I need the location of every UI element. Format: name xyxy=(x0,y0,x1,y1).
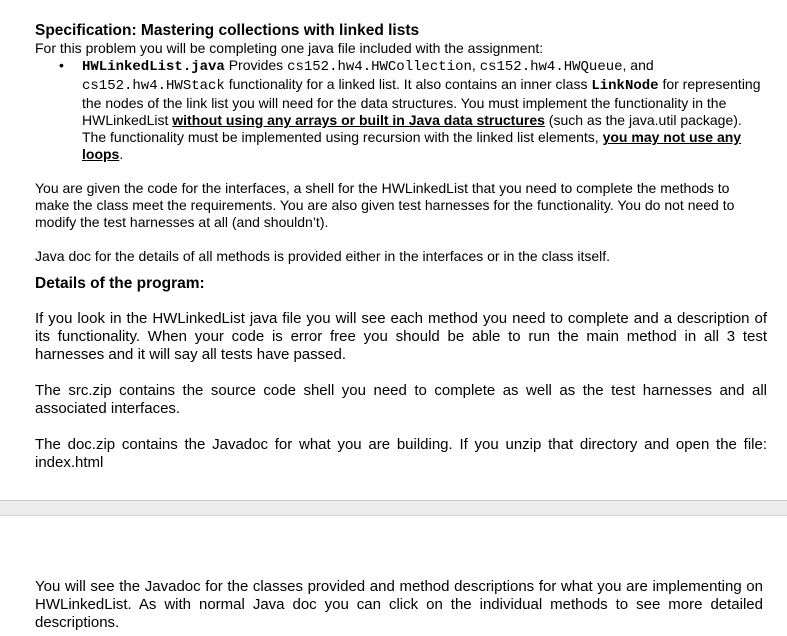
text-run: . xyxy=(119,146,124,162)
document-page-2 xyxy=(35,578,763,632)
text-run: functionality for a linked list. It also contains an inner class xyxy=(224,76,592,92)
interface-name: cs152.hw4.HWQueue xyxy=(479,59,623,75)
no-arrays-requirement: without using any arrays or built in Java data structures xyxy=(172,112,545,128)
text-run: , xyxy=(471,57,480,73)
spec-paragraph: Java doc for the details of all methods is provided either in the interfaces or in the class itself. xyxy=(35,248,611,264)
text-run: (such as the java.util package). The functionality must be implemented using recursion with the linked list elements, xyxy=(82,112,742,145)
no-loops-requirement: you may not use any loops xyxy=(82,129,742,162)
details-paragraph: The src.zip contains the source code shell you need to complete as well as the test harnesses and all associated interfaces. xyxy=(35,382,767,417)
details-paragraph: If you look in the HWLinkedList java file you will see each method you need to complete and a description of its functionality. When your code is error free you should be able to run the main method in all 3 test harnesses and it will say all tests have passed. xyxy=(35,310,767,363)
list-item xyxy=(35,57,767,163)
text-run: Provides xyxy=(224,57,288,73)
interface-name: cs152.hw4.HWCollection xyxy=(287,59,472,75)
file-name: HWLinkedList.java xyxy=(82,59,225,75)
page-separator xyxy=(0,500,787,516)
text-run: , and xyxy=(622,57,654,73)
spec-title: Specification: Mastering collections with linked lists xyxy=(35,22,420,39)
spec-intro: For this problem you will be completing one java file included with the assignment: xyxy=(35,40,544,56)
bullet-icon: • xyxy=(59,57,64,73)
spec-paragraph: You are given the code for the interfaces, a shell for the HWLinkedList that you need to complete the methods to make the class meet the requirements. You are also given test harnesses for the functionality. You do not need to modify the test harnesses at all (and shouldn’t). xyxy=(35,180,735,230)
details-paragraph: The doc.zip contains the Javadoc for what you are building. If you unzip that directory and open the file: index.html xyxy=(35,436,767,471)
document-page-1 xyxy=(35,22,767,472)
details-heading: Details of the program: xyxy=(35,275,205,292)
interface-name: cs152.hw4.HWStack xyxy=(82,78,225,94)
file-list xyxy=(35,57,767,163)
page2-paragraph: You will see the Javadoc for the classes provided and method descriptions for what you are implementing on HWLinkedList. As with normal Java doc you can click on the individual methods to see more detailed descriptions. xyxy=(35,578,763,631)
inner-class-name: LinkNode xyxy=(591,78,659,94)
text-run: for representing the nodes of the link list you will need for the data structures. You must implement the functionality in the HWLinkedList xyxy=(82,76,761,128)
